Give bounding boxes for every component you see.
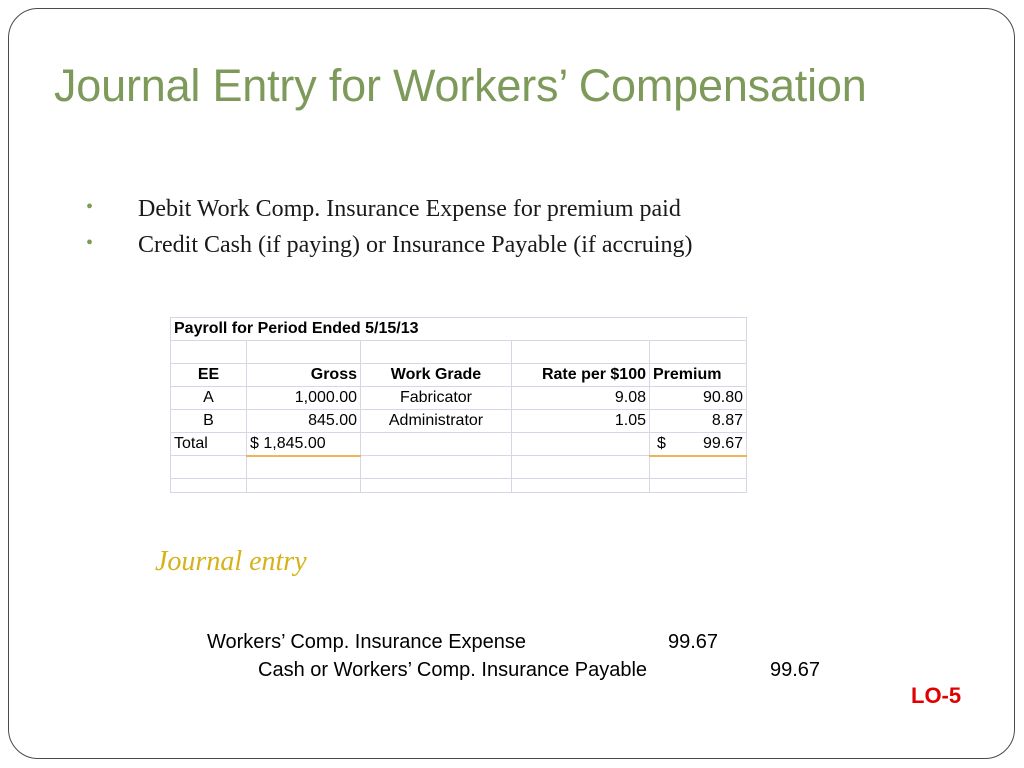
table-cell: [171, 456, 247, 479]
bullet-icon: •: [86, 232, 94, 254]
table-title-row: [171, 318, 747, 341]
table-cell: [361, 341, 512, 364]
cell-gross: 845.00: [247, 410, 361, 433]
table-cell: [512, 341, 650, 364]
table-cell: [512, 433, 650, 456]
table-cell: [650, 479, 747, 493]
table-total-row: [171, 433, 747, 456]
header-work-grade: Work Grade: [361, 364, 512, 387]
cell-rate: 1.05: [512, 410, 650, 433]
journal-debit-amount: 99.67: [668, 631, 719, 653]
total-gross: $ 1,845.00: [247, 433, 361, 456]
slide-title: Journal Entry for Workers’ Compensation: [54, 60, 867, 111]
table-cell: [512, 479, 650, 493]
cell-ee: A: [171, 387, 247, 410]
header-ee: EE: [171, 364, 247, 387]
total-premium-currency: $: [657, 434, 666, 452]
table-blank-row: [171, 456, 747, 479]
bullet-text: Debit Work Comp. Insurance Expense for premium paid: [138, 196, 681, 222]
total-premium: [650, 433, 747, 456]
cell-ee: B: [171, 410, 247, 433]
learning-objective-tag: LO-5: [911, 683, 962, 708]
cell-gross: 1,000.00: [247, 387, 361, 410]
cell-premium: 90.80: [650, 387, 747, 410]
total-label: Total: [171, 433, 247, 456]
cell-premium: 8.87: [650, 410, 747, 433]
table-cell: [247, 456, 361, 479]
journal-credit-amount: 99.67: [770, 659, 821, 681]
table-row: [171, 410, 747, 433]
payroll-table: [170, 317, 747, 493]
table-cell: [171, 341, 247, 364]
table-cell: [247, 341, 361, 364]
journal-credit-account: Cash or Workers’ Comp. Insurance Payable: [258, 659, 648, 681]
table-cell: [361, 479, 512, 493]
table-cell: [512, 456, 650, 479]
cell-work-grade: Fabricator: [361, 387, 512, 410]
header-gross: Gross: [247, 364, 361, 387]
table-cell: [361, 456, 512, 479]
journal-entry-label: Journal entry: [155, 546, 307, 577]
header-rate: Rate per $100: [512, 364, 650, 387]
bullet-text: Credit Cash (if paying) or Insurance Payable (if accruing): [138, 232, 693, 258]
table-header-row: [171, 364, 747, 387]
table-cell: [361, 433, 512, 456]
table-cell: [171, 479, 247, 493]
table-cell: [247, 479, 361, 493]
table-blank-row: [171, 479, 747, 493]
cell-work-grade: Administrator: [361, 410, 512, 433]
table-blank-row: [171, 341, 747, 364]
table-title: Payroll for Period Ended 5/15/13: [171, 318, 747, 341]
table-cell: [650, 341, 747, 364]
table-row: [171, 387, 747, 410]
table-cell: [650, 456, 747, 479]
header-premium: Premium: [650, 364, 747, 387]
journal-debit-account: Workers’ Comp. Insurance Expense: [207, 631, 527, 653]
bullet-icon: •: [86, 196, 94, 218]
total-premium-value: 99.67: [702, 434, 743, 452]
cell-rate: 9.08: [512, 387, 650, 410]
